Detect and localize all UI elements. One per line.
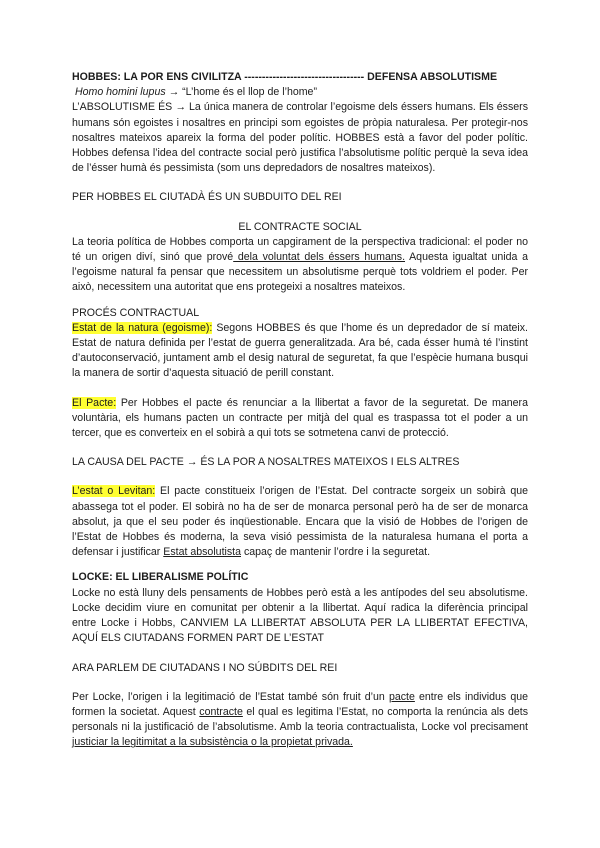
pacte-text: Per Hobbes el pacte és renunciar a la llibertat a favor de la seguretat. De manera voluntària, els humans pacten un contracte per mitjà del qual es traspassa tot el poder a un tercer, que es converteix en el sobirà a qui tots se sotmetena canvi de protecció. <box>72 396 528 440</box>
pacte-underlined: pacte <box>388 690 415 703</box>
justiciar-underlined: justiciar la legitimitat a la subsistència o la propietat privada. <box>72 736 353 749</box>
absolutisme-text: → La única manera de controlar l’egoisme dels éssers humans. Els éssers humans són egoistes i nosaltres en principi som egoistes de pròpia naturalesa. Per protegir-nos nosaltres mateixos apareix la forma del poder polític. HOBBES està a favor del poder polític. Hobbes defensa l’idea del contracte social però justifica l’absolutisme polític perquè la seva idea de l’ésser humà és pessimista (som uns depredadors de nosaltres mateixos). <box>72 101 528 175</box>
absolutisme-lead: L’ABSOLUTISME ÉS <box>72 101 173 114</box>
contracte-underlined: dela voluntat dels éssers humans. <box>233 251 406 264</box>
causa-line: LA CAUSA DEL PACTE → ÉS LA POR A NOSALTRES MATEIXOS I ELS ALTRES <box>72 456 460 469</box>
final-text-3: el qual es legitima l’Estat, no comporta la renúncia als dets personals ni la justificació de l’absolutisme. Amb la teoria contractualista, Locke vol precisament <box>72 705 529 734</box>
locke-title: LOCKE: EL LIBERALISME POLÍTIC <box>72 571 249 584</box>
final-text-1: Per Locke, l’origen i la legitimació de l’Estat també són fruit d’un <box>72 690 389 703</box>
contracte-heading: EL CONTRACTE SOCIAL <box>238 220 362 233</box>
contracte-paragraph <box>72 235 528 296</box>
pacte-highlight: El Pacte: <box>72 396 117 409</box>
proces-text: Segons HOBBES és que l’home és un depredador de sí mateix. Estat de natura definida per l’estat de guerra generalitzada. Ara bé, cada ésser humà té l’instint d’autoconservació, juntament amb el desig natural de seguretat, fa que l’espècie humana busqui la manera de sortir d’aquesta situació de perill constant. <box>72 321 528 380</box>
proces-paragraph <box>72 321 528 382</box>
document-title: HOBBES: LA POR ENS CIVILITZA ---------------------------------- DEFENSA ABSOLUTISME <box>72 71 498 83</box>
leviatan-highlight: L’estat o Levitan: <box>72 485 156 498</box>
leviatan-text-a: El pacte constitueix l’origen de l’Estat. Del contracte sorgeix un sobirà que abassega tot el poder. El sobirà no ha de ser de monarca personal però ha de ser de monarca absolut, ja que el seu poder és inqüestionable. Encara que la visió de Hobbes de l’origen de l’Estat de Hobbes és moderna, la seva visió pessimista de la naturalesa humana el porta a defensar i justificar <box>72 485 528 559</box>
locke-paragraph: Locke no està lluny dels pensaments de Hobbes però està a les antípodes del seu absolutisme. Locke decidim viure en comunitat per obtenir a la llibertat. Aquí radica la diferència principal entre Locke i Hobbs, CANVIEM LA LLIBERTAT ABSOLUTA PER LA LLIBERTAT EFECTIVA, AQUÍ ELS CIUTADANS FORMEN PART DE L’ESTAT <box>72 586 528 645</box>
final-paragraph <box>72 690 528 751</box>
contracte-text-a: La teoria política de Hobbes comporta un capgirament de la perspectiva tradicional: el poder no té un origen diví, sinó que prové <box>72 235 528 264</box>
contracte-text-b: Aquesta igualtat unida a l’egoisme natural fa pensar que necessitem un absolutisme perquè tots voldriem el poder. Per això, necessitem una autoritat que ens protegeixi a nosaltres mateixos. <box>72 251 529 294</box>
pacte-paragraph <box>72 396 528 442</box>
absolutisme-paragraph <box>72 100 528 176</box>
ciutadans-line: ARA PARLEM DE CIUTADANS I NO SÚBDITS DEL REI <box>72 661 338 674</box>
estat-natura-highlight: Estat de la natura (egoisme): <box>72 321 213 334</box>
document-page <box>72 70 528 751</box>
quote-line <box>72 85 528 100</box>
subdit-line: PER HOBBES EL CIUTADÀ ÉS UN SUBDUITO DEL REI <box>72 191 342 204</box>
leviatan-paragraph <box>72 484 528 560</box>
contracte-word-underlined: contracte <box>199 705 243 718</box>
latin-quote: Homo homini lupus <box>74 86 166 99</box>
proces-heading: PROCÉS CONTRACTUAL <box>72 306 200 319</box>
final-text-2: entre els individus que formen la societat. Aquest <box>72 690 528 718</box>
estat-absolutista-underlined: Estat absolutista <box>163 546 241 559</box>
leviatan-text-b: capaç de mantenir l’ordre i la seguretat. <box>241 546 431 559</box>
quote-arrow: → <box>165 86 183 99</box>
quote-translation: “L’home és el llop de l’home” <box>182 86 317 99</box>
